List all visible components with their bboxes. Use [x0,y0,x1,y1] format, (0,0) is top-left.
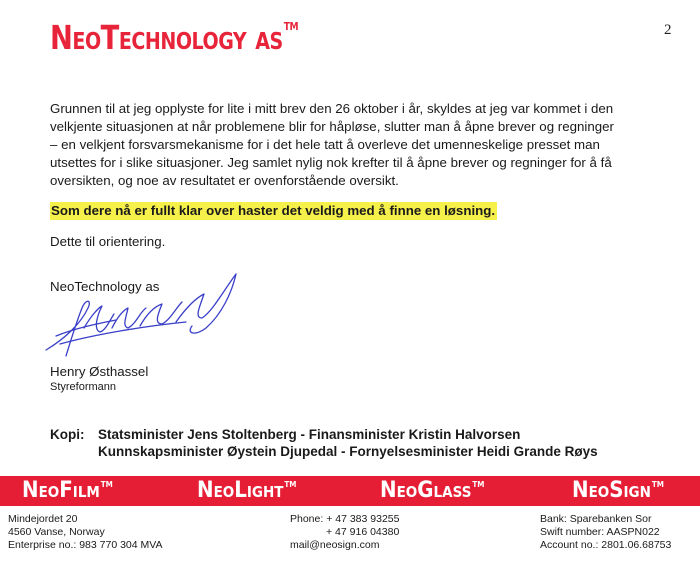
footer-address-line: 4560 Vanse, Norway [8,526,105,538]
brand-trademark: TM [651,480,664,489]
letter-paragraph [50,100,690,190]
brand-trademark: TM [100,480,113,489]
footer-address-line: Enterprise no.: 983 770 304 MVA [8,539,163,551]
footer-bank [540,513,671,552]
paragraph-line: Grunnen til at jeg opplyste for lite i mitt brev den 26 oktober i år, skyldes at jeg var kommet i den [50,101,614,116]
footer-contact [290,513,399,552]
brand-name: NeoSign [572,478,651,503]
brand-neosign [572,476,664,506]
footer-phone: Phone: + 47 383 93255 [290,513,400,525]
brand-trademark: TM [284,480,297,489]
kopi-recipients-line-2: Kunnskapsminister Øystein Djupedal - Fornyelsesminister Heidi Grande Røys [98,444,598,459]
footer-bank-line: Bank: Sparebanken Sor [540,513,652,525]
brand-neoglass [380,476,484,506]
brand-name: NeoFilm [22,478,100,503]
signature-company: NeoTechnology as [50,279,160,294]
paragraph-line: – en velkjent forsvarsmekanisme for i det hele tatt å overleve det umenneskelige presset man [50,137,600,152]
company-logo [50,18,298,57]
highlighted-sentence: Som dere nå er fullt klar over haster det veldig med å finne en løsning. [51,203,496,218]
footer-email: mail@neosign.com [290,539,380,551]
brand-name: NeoLight [197,478,284,503]
paragraph-line: velkjente situasjonen at når problemene blir for håpløse, slutter man å åpne brever og regninger [50,119,614,134]
footer-bank-line: Account no.: 2801.06.68753 [540,539,672,551]
signer-title: Styreformann [50,381,117,393]
footer-phone-2: + 47 916 04380 [326,526,400,538]
kopi-recipients-line-1: Statsminister Jens Stoltenberg - Finansminister Kristin Halvorsen [98,427,521,442]
footer-bank-line: Swift number: AASPN022 [540,526,660,538]
logo-text: NeoTechnology as [50,18,283,57]
brand-trademark: TM [472,480,485,489]
brand-neolight [197,476,296,506]
brand-neofilm [22,476,113,506]
paragraph-line: oversikten, og noe av resultatet er ovenforstående oversikt. [50,173,399,188]
footer-address [8,513,163,552]
signer-name: Henry Østhassel [50,364,149,379]
closing-line: Dette til orientering. [50,234,166,249]
logo-trademark: TM [283,20,299,33]
paragraph-line: utsettes for i slike situasjoner. Jeg samlet nylig nok krefter til å åpne brever og regninger for å få [50,155,612,170]
handwritten-signature [36,268,246,364]
kopi-label: Kopi: [50,427,85,442]
footer-address-line: Mindejordet 20 [8,513,78,525]
page-number: 2 [664,22,672,38]
brand-bar [0,476,700,506]
brand-name: NeoGlass [380,478,472,503]
